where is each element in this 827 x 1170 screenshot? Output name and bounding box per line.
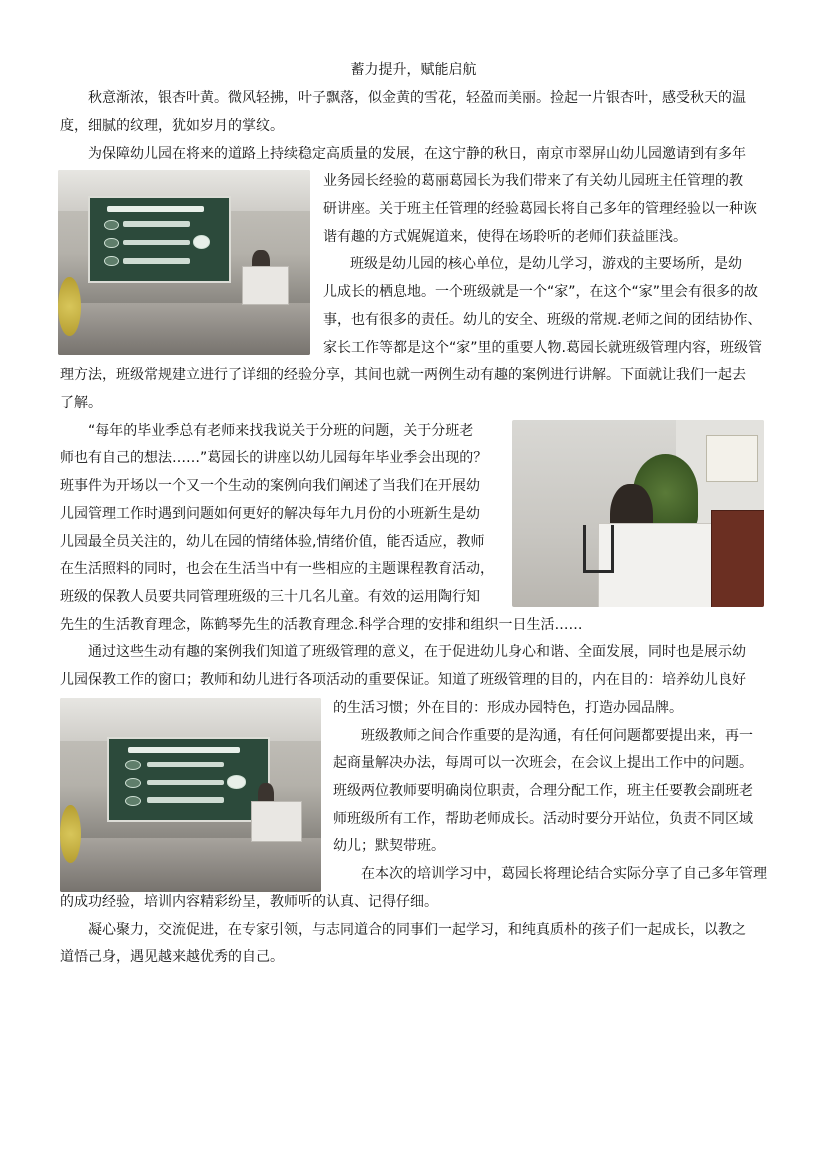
paragraph-line: 道悟己身，遇见越来越优秀的自己。 [60,949,284,965]
lecture-photo-1 [58,170,310,355]
paragraph-line: 的生活习惯；外在目的：形成办园特色，打造办园品牌。 [333,700,683,716]
paragraph-line: 的成功经验，培训内容精彩纷呈，教师听的认真、记得仔细。 [60,894,438,910]
paragraph-line: 起商量解决办法，每周可以一次班会，在会议上提出工作中的问题。 [333,755,753,771]
paragraph-line: 秋意渐浓，银杏叶黄。微风轻拂，叶子飘落，似金黄的雪花，轻盈而美丽。捡起一片银杏叶，感受秋天的温 [88,90,746,106]
paragraph-line: 幼儿；默契带班。 [333,838,445,854]
paragraph-line: 儿园管理工作时遇到问题如何更好的解决每年九月份的小班新生是幼 [60,506,480,522]
paragraph-line: 班事件为开场以一个又一个生动的案例向我们阐述了当我们在开展幼 [60,478,480,494]
paragraph-line: 在生活照料的同时，也会在生活当中有一些相应的主题课程教育活动， [60,561,494,577]
paragraph-line: 先生的生活教育理念，陈鹤琴先生的活教育理念.科学合理的安排和组织一日生活…… [60,617,583,633]
paragraph-line: 理方法，班级常规建立进行了详细的经验分享，其间也就一两例生动有趣的案例进行讲解。下面就让我们一起去 [60,367,746,383]
paragraph-line: 师班级所有工作，帮助老师成长。活动时要分开站位，负责不同区域 [333,811,753,827]
paragraph-line: 班级两位教师要明确岗位职责，合理分配工作，班主任要教会副班老 [333,783,753,799]
lecture-photo-2 [60,698,321,892]
paragraph-line: 儿园保教工作的窗口；教师和幼儿进行各项活动的重要保证。知道了班级管理的目的，内在目的：培养幼儿良好 [60,672,746,688]
paragraph-line: 儿成长的栖息地。一个班级就是一个“家”，在这个“家”里会有很多的故 [323,284,759,300]
paragraph-line: 通过这些生动有趣的案例我们知道了班级管理的意义，在于促进幼儿身心和谐、全面发展，同时也是展示幼 [88,644,746,660]
paragraph-line: 了解。 [60,395,102,411]
paragraph-line: 为保障幼儿园在将来的道路上持续稳定高质量的发展，在这宁静的秋日，南京市翠屏山幼儿园邀请到有多年 [88,146,746,162]
paragraph-line: 凝心聚力，交流促进，在专家引领，与志同道合的同事们一起学习，和纯真质朴的孩子们一起成长，以教之 [88,922,746,938]
paragraph-line: 研讲座。关于班主任管理的经验葛园长将自己多年的管理经验以一种诙 [323,201,757,217]
paragraph-line: 在本次的培训学习中，葛园长将理论结合实际分享了自己多年管理 [361,866,767,882]
paragraph-line: 谐有趣的方式娓娓道来，使得在场聆听的老师们获益匪浅。 [323,229,687,245]
speaker-photo [512,420,764,607]
paragraph-line: 儿园最全员关注的，幼儿在园的情绪体验,情绪价值，能否适应，教师 [60,534,485,550]
paragraph-line: 班级是幼儿园的核心单位，是幼儿学习，游戏的主要场所，是幼 [350,256,742,272]
paragraph-line: 家长工作等都是这个“家”里的重要人物.葛园长就班级管理内容，班级管 [323,340,762,356]
paragraph-line: 事，也有很多的责任。幼儿的安全、班级的常规.老师之间的团结协作、 [323,312,762,328]
article-title: 蓄力提升，赋能启航 [350,62,477,78]
paragraph-line: 班级教师之间合作重要的是沟通，有任何问题都要提出来，再一 [361,728,753,744]
paragraph-line: 度，细腻的纹理，犹如岁月的掌纹。 [60,118,284,134]
paragraph-line: 业务园长经验的葛丽葛园长为我们带来了有关幼儿园班主任管理的教 [323,173,743,189]
paragraph-line: 班级的保教人员要共同管理班级的三十几名儿童。有效的运用陶行知 [60,589,480,605]
paragraph-line: 师也有自己的想法……”葛园长的讲座以幼儿园每年毕业季会出现的？ [60,450,488,466]
paragraph-line: “每年的毕业季总有老师来找我说关于分班的问题，关于分班老 [88,423,474,439]
